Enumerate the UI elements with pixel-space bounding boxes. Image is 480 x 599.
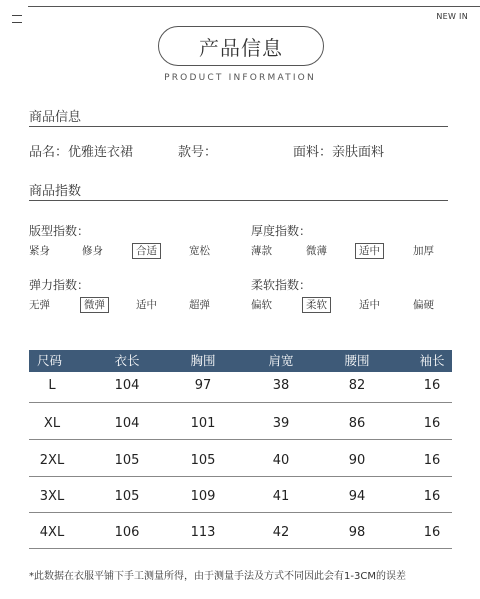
softness-index-label: 柔软指数： bbox=[251, 278, 312, 292]
table-cell-size: L bbox=[48, 378, 56, 393]
page-title: 产品信息 bbox=[158, 26, 324, 66]
table-cell-shoulder: 39 bbox=[272, 416, 290, 431]
product-name: 品名：优雅连衣裙 bbox=[29, 145, 134, 160]
column-header-length: 衣长 bbox=[114, 353, 140, 368]
thickness-index-option-selected: 适中 bbox=[355, 243, 384, 259]
table-cell-bust: 113 bbox=[190, 525, 216, 540]
table-cell-shoulder: 38 bbox=[272, 378, 290, 393]
fit-index-option-selected: 合适 bbox=[132, 243, 161, 259]
product-sku: 款号： bbox=[178, 145, 218, 160]
indices-divider bbox=[29, 200, 448, 201]
table-cell-waist: 94 bbox=[348, 489, 366, 504]
elasticity-index-option-selected: 微弹 bbox=[80, 297, 109, 313]
softness-index-option-selected: 柔软 bbox=[302, 297, 331, 313]
page-subtitle: PRODUCT INFORMATION bbox=[164, 73, 316, 83]
table-cell-size: XL bbox=[43, 416, 61, 431]
fit-index-option: 宽松 bbox=[189, 245, 210, 257]
column-header-shoulder: 肩宽 bbox=[268, 353, 294, 368]
table-row-divider bbox=[29, 476, 452, 477]
table-cell-sleeve: 16 bbox=[423, 378, 441, 393]
softness-index-option: 偏硬 bbox=[413, 299, 434, 311]
column-header-size: 尺码 bbox=[37, 353, 63, 368]
column-header-waist: 腰围 bbox=[344, 353, 370, 368]
thickness-index-option: 微薄 bbox=[306, 245, 327, 257]
table-cell-sleeve: 16 bbox=[423, 416, 441, 431]
table-cell-shoulder: 41 bbox=[272, 489, 290, 504]
fit-index-option: 紧身 bbox=[29, 245, 50, 257]
elasticity-index-option: 超弹 bbox=[189, 299, 210, 311]
menu-icon[interactable] bbox=[12, 15, 22, 23]
table-row-divider bbox=[29, 512, 452, 513]
table-cell-waist: 82 bbox=[348, 378, 366, 393]
table-row-divider bbox=[29, 439, 452, 440]
table-cell-length: 104 bbox=[114, 378, 140, 393]
table-cell-bust: 97 bbox=[194, 378, 212, 393]
table-cell-size: 3XL bbox=[39, 489, 65, 504]
table-cell-sleeve: 16 bbox=[423, 453, 441, 468]
table-cell-size: 2XL bbox=[39, 453, 65, 468]
table-cell-length: 104 bbox=[114, 416, 140, 431]
column-header-bust: 胸围 bbox=[190, 353, 216, 368]
table-cell-sleeve: 16 bbox=[423, 525, 441, 540]
table-cell-waist: 90 bbox=[348, 453, 366, 468]
product-info-divider bbox=[29, 126, 448, 127]
size-table-header bbox=[29, 350, 452, 372]
new-in-label: NEW IN bbox=[436, 12, 468, 21]
elasticity-index-option: 无弹 bbox=[29, 299, 50, 311]
table-cell-waist: 86 bbox=[348, 416, 366, 431]
top-divider bbox=[28, 6, 480, 7]
table-cell-shoulder: 42 bbox=[272, 525, 290, 540]
table-cell-sleeve: 16 bbox=[423, 489, 441, 504]
softness-index-option: 适中 bbox=[359, 299, 380, 311]
elasticity-index-option: 适中 bbox=[136, 299, 157, 311]
column-header-sleeve: 袖长 bbox=[419, 353, 445, 368]
table-cell-waist: 98 bbox=[348, 525, 366, 540]
table-cell-length: 105 bbox=[114, 453, 140, 468]
fit-index-label: 版型指数： bbox=[29, 224, 90, 238]
fit-index-option: 修身 bbox=[82, 245, 103, 257]
table-row-divider bbox=[29, 548, 452, 549]
table-cell-length: 105 bbox=[114, 489, 140, 504]
table-cell-shoulder: 40 bbox=[272, 453, 290, 468]
table-row-divider bbox=[29, 402, 452, 403]
table-cell-size: 4XL bbox=[39, 525, 65, 540]
table-cell-bust: 101 bbox=[190, 416, 216, 431]
indices-heading: 商品指数 bbox=[29, 184, 82, 199]
table-cell-bust: 109 bbox=[190, 489, 216, 504]
product-info-heading: 商品信息 bbox=[29, 110, 82, 125]
product-fabric: 面料：亲肤面料 bbox=[293, 145, 385, 160]
thickness-index-option: 加厚 bbox=[413, 245, 434, 257]
measurement-footnote: *此数据在衣服平铺下手工测量所得，由于测量手法及方式不同因此会有1-3CM的误差 bbox=[29, 571, 406, 582]
table-cell-bust: 105 bbox=[190, 453, 216, 468]
softness-index-option: 偏软 bbox=[251, 299, 272, 311]
thickness-index-option: 薄款 bbox=[251, 245, 272, 257]
elasticity-index-label: 弹力指数： bbox=[29, 278, 90, 292]
thickness-index-label: 厚度指数： bbox=[251, 224, 312, 238]
table-cell-length: 106 bbox=[114, 525, 140, 540]
